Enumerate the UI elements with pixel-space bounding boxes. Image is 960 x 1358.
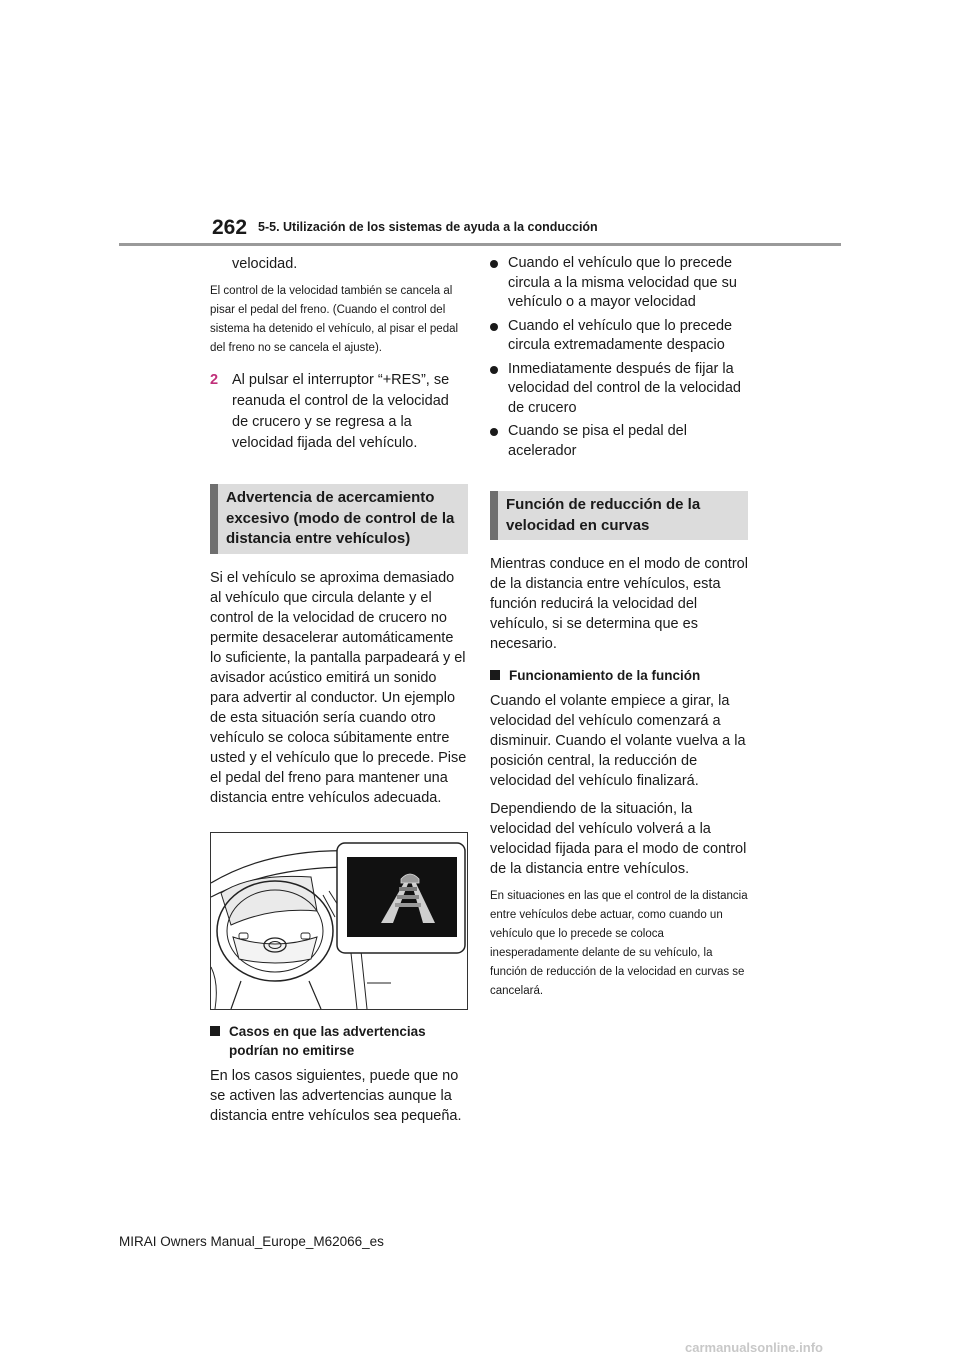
square-bullet-icon	[210, 1026, 220, 1036]
square-bullet-icon	[490, 670, 500, 680]
step-text: Al pulsar el interruptor “+RES”, se reanuda el control de la velocidad de crucero y se regresa a la velocidad fijada del vehículo.	[232, 372, 450, 451]
step-number: 2	[210, 372, 219, 388]
footer-text: MIRAI Owners Manual_Europe_M62066_es	[119, 1234, 384, 1249]
list-item	[490, 317, 748, 356]
warning-paragraph: Si el vehículo se aproxima demasiado al vehículo que circula delante y el control de la velocidad de crucero no permite desacelerar automáticamente lo suficiente, la pantalla parpadeará y el avisador acústico emitirá un sonido para advertir al conductor. Un ejemplo de esta situación sería cuando otro vehículo se coloca súbitamente entre usted y el vehículo que lo precede. Pise el pedal del freno para mantener una distancia entre vehículos adecuada.	[210, 569, 467, 806]
subheading-text: Funcionamiento de la función	[509, 668, 701, 683]
dashboard-illustration	[210, 832, 468, 1010]
continued-text: velocidad.	[232, 256, 298, 272]
list-item-text: Cuando se pisa el pedal del acelerador	[508, 423, 687, 459]
bullet-icon	[490, 428, 498, 436]
bullet-icon	[490, 260, 498, 268]
list-item-text: Cuando el vehículo que lo precede circula a la misma velocidad que su vehículo o a mayor velocidad	[508, 255, 737, 310]
watermark: carmanualsonline.info	[685, 1340, 823, 1355]
list-item-text: Cuando el vehículo que lo precede circula extremadamente despacio	[508, 317, 733, 353]
section-title: 5-5. Utilización de los sistemas de ayuda a la conducción	[258, 220, 598, 234]
page-number: 262	[212, 216, 248, 239]
subheading-text: Casos en que las advertencias podrían no emitirse	[229, 1023, 426, 1058]
right-column	[490, 254, 748, 1009]
bullet-icon	[490, 323, 498, 331]
curve-speed-heading: Función de reducción de la velocidad en curvas	[490, 491, 748, 540]
list-item	[490, 360, 748, 419]
step-2	[210, 370, 468, 454]
bullet-icon	[490, 366, 498, 374]
warning-heading: Advertencia de acercamiento excesivo (modo de control de la distancia entre vehículos)	[210, 484, 468, 554]
function-paragraph: Cuando el volante empiece a girar, la velocidad del vehículo comenzará a disminuir. Cuando el volante vuelva a la posición central, la reducción de velocidad del vehículo finalizará.	[490, 693, 746, 789]
left-column	[210, 254, 468, 1134]
brake-note: El control de la velocidad también se cancela al pisar el pedal del freno. (Cuando el control del sistema ha detenido el vehículo, al pisar el pedal del freno no se cancela el ajuste).	[210, 285, 459, 354]
cancel-note: En situaciones en las que el control de la distancia entre vehículos debe actuar, como cuando un vehículo que lo precede se coloca inesperadamente delante de su vehículo, la función de reducción de la velocidad en curvas se cancelará.	[490, 890, 748, 997]
header-rule	[119, 243, 841, 246]
list-item	[490, 254, 748, 313]
curve-paragraph: Mientras conduce en el modo de control de la distancia entre vehículos, esta función reducirá la velocidad del vehículo, si se determina que es necesario.	[490, 556, 748, 652]
function-paragraph-2: Dependiendo de la situación, la velocidad del vehículo volverá a la velocidad fijada para el modo de control de la distancia entre vehículos.	[490, 801, 747, 877]
list-item-text: Inmediatamente después de fijar la velocidad del control de la velocidad de crucero	[508, 360, 741, 416]
list-item	[490, 422, 748, 461]
no-warning-paragraph: En los casos siguientes, puede que no se activen las advertencias aunque la distancia entre vehículos sea pequeña.	[210, 1067, 462, 1124]
no-warning-subheading	[210, 1022, 468, 1060]
function-subheading	[490, 666, 748, 685]
steering-wheel-display-icon	[211, 833, 467, 1009]
